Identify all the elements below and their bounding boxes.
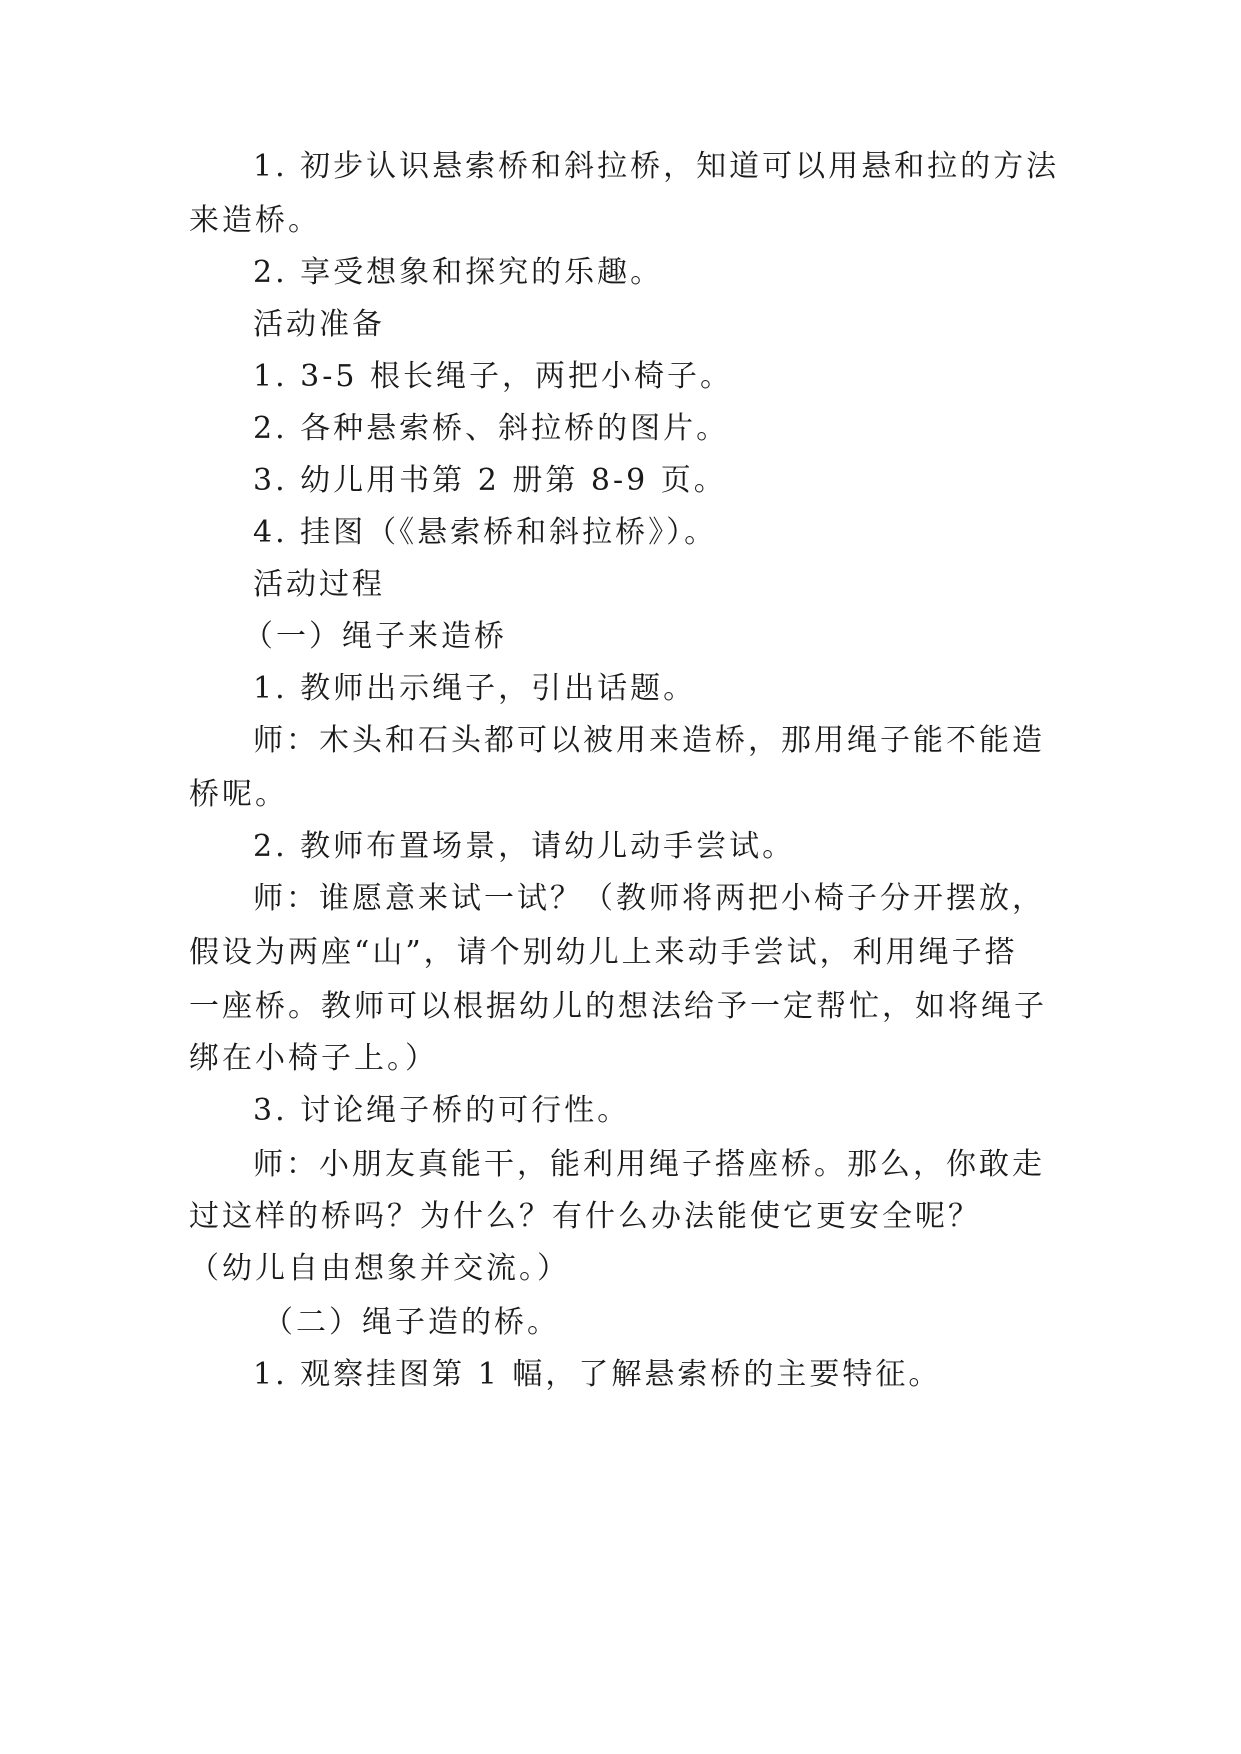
teacher-dialogue-2-line-3: 一座桥。教师可以根据幼儿的想法给予一定帮忙，如将绳子	[189, 989, 1047, 1024]
teacher-dialogue-3-line-1: 师：小朋友真能干，能利用绳子搭座桥。那么，你敢走	[253, 1147, 1045, 1182]
subsection-heading-1: （一）绳子来造桥	[243, 619, 507, 654]
teacher-dialogue-3-line-3: （幼儿自由想象并交流。）	[189, 1251, 570, 1286]
process-step-1-2: 2. 教师布置场景，请幼儿动手尝试。	[253, 829, 796, 864]
objective-2: 2. 享受想象和探究的乐趣。	[253, 255, 664, 290]
teacher-dialogue-3-line-2: 过这样的桥吗？为什么？有什么办法能使它更安全呢？	[189, 1199, 981, 1234]
process-step-1-3: 3. 讨论绳子桥的可行性。	[253, 1093, 631, 1128]
process-step-2-1: 1. 观察挂图第 1 幅，了解悬索桥的主要特征。	[253, 1357, 942, 1392]
preparation-item-2: 2. 各种悬索桥、斜拉桥的图片。	[253, 411, 730, 446]
objective-1-line-1: 1. 初步认识悬索桥和斜拉桥，知道可以用悬和拉的方法	[253, 149, 1060, 184]
objective-1-line-2: 来造桥。	[189, 203, 321, 238]
process-step-1-1: 1. 教师出示绳子，引出话题。	[253, 671, 697, 706]
teacher-dialogue-2-line-1: 师：谁愿意来试一试？（教师将两把小椅子分开摆放，	[253, 881, 1045, 916]
preparation-item-4: 4. 挂图（《悬索桥和斜拉桥》）。	[253, 515, 718, 550]
section-heading-preparation: 活动准备	[253, 307, 385, 342]
section-heading-process: 活动过程	[253, 567, 385, 602]
teacher-dialogue-1-line-2: 桥呢。	[189, 777, 288, 812]
teacher-dialogue-1-line-1: 师：木头和石头都可以被用来造桥，那用绳子能不能造	[253, 723, 1045, 758]
subsection-heading-2: （二）绳子造的桥。	[263, 1305, 560, 1340]
preparation-item-1: 1. 3-5 根长绳子，两把小椅子。	[253, 359, 734, 394]
teacher-dialogue-2-line-2: 假设为两座“山”，请个别幼儿上来动手尝试，利用绳子搭	[189, 935, 1018, 970]
preparation-item-3: 3. 幼儿用书第 2 册第 8-9 页。	[253, 463, 727, 498]
teacher-dialogue-2-line-4: 绑在小椅子上。）	[189, 1041, 438, 1076]
